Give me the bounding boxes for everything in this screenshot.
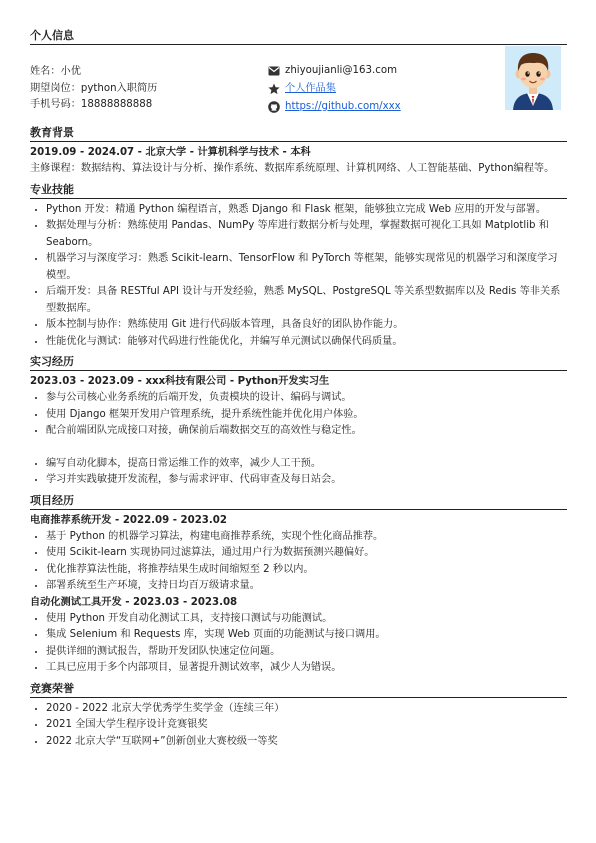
list-item: • 编写自动化脚本，提高日常运维工作的效率，减少人工干预。: [46, 456, 567, 473]
position-line: 期望岗位：python入职简历: [30, 82, 158, 94]
github-row[interactable]: [268, 98, 401, 116]
project-heading: 自动化测试工具开发 - 2023.03 - 2023.08: [30, 596, 238, 608]
section-title-projects: 项目经历: [30, 493, 567, 510]
spacer: [30, 440, 567, 456]
internship-list: [30, 390, 567, 440]
portfolio-link[interactable]: 个人作品集: [285, 83, 336, 94]
internship-list-continued: [30, 456, 567, 489]
awards-list: [30, 701, 567, 751]
internship-section: [30, 354, 567, 489]
education-courses: 主修课程：数据结构、算法设计与分析、操作系统、数据库系统原理、计算机网络、人工智能基础、Python编程等。: [30, 163, 555, 174]
list-item: • 使用 Scikit-learn 实现协同过滤算法，通过用户行为数据预测兴趣偏好。: [46, 545, 567, 562]
internship-heading: 2023.03 - 2023.09 - xxx科技有限公司 - Python开发实习生: [30, 376, 330, 387]
envelope-icon: [268, 65, 280, 77]
list-item: • 学习并实践敏捷开发流程，参与需求评审、代码审查及每日站会。: [46, 472, 567, 489]
email-row: [268, 62, 401, 80]
list-item: • 2020 - 2022 北京大学优秀学生奖学金（连续三年）: [46, 701, 567, 718]
list-item: • 基于 Python 的机器学习算法，构建电商推荐系统，实现个性化商品推荐。: [46, 529, 567, 546]
section-title-awards: 竞赛荣誉: [30, 681, 567, 698]
section-title-skills: 专业技能: [30, 182, 567, 199]
skills-list: [30, 202, 567, 351]
list-item: • 2022 北京大学“互联网+”创新创业大赛校级一等奖: [46, 734, 567, 751]
projects-section: [30, 493, 567, 677]
skills-section: [30, 182, 567, 351]
star-icon: [268, 83, 280, 95]
education-section: [30, 125, 567, 178]
list-item: • 使用 Python 开发自动化测试工具，支持接口测试与功能测试。: [46, 611, 567, 628]
portfolio-row[interactable]: [268, 80, 401, 98]
list-item: • 集成 Selenium 和 Requests 库，实现 Web 页面的功能测试与接口调用。: [46, 627, 567, 644]
list-item: • 版本控制与协作：熟练使用 Git 进行代码版本管理，具备良好的团队协作能力。: [46, 317, 567, 334]
list-item: • 数据处理与分析：熟练使用 Pandas、NumPy 等库进行数据分析与处理，掌握数据可视化工具如 Matplotlib 和 Seaborn。: [46, 218, 567, 251]
resume-page: [30, 28, 567, 750]
contact-links: [268, 62, 401, 116]
list-item: • 参与公司核心业务系统的后端开发，负责模块的设计、编码与调试。: [46, 390, 567, 407]
section-title-education: 教育背景: [30, 125, 567, 142]
list-item: • 优化推荐算法性能，将推荐结果生成时间缩短至 2 秒以内。: [46, 562, 567, 579]
project-heading: 电商推荐系统开发 - 2022.09 - 2023.02: [30, 514, 227, 526]
list-item: • 提供详细的测试报告，帮助开发团队快速定位问题。: [46, 644, 567, 661]
github-icon: [268, 101, 280, 113]
avatar: [505, 46, 561, 110]
name-line: 姓名：小优: [30, 66, 81, 77]
list-item: • 后端开发：具备 RESTful API 设计与开发经验，熟悉 MySQL、PostgreSQL 等关系型数据库以及 Redis 等非关系型数据库。: [46, 284, 567, 317]
education-heading: 2019.09 - 2024.07 - 北京大学 - 计算机科学与技术 - 本科: [30, 147, 311, 158]
list-item: • 部署系统至生产环境，支持日均百万级请求量。: [46, 578, 567, 595]
list-item: • 机器学习与深度学习：熟悉 Scikit-learn、TensorFlow 和 PyTorch 等框架，能够实现常见的机器学习和深度学习模型。: [46, 251, 567, 284]
github-link[interactable]: https://github.com/xxx: [285, 101, 401, 112]
personal-info-section: [30, 28, 567, 123]
phone-line: 手机号码：18888888888: [30, 99, 153, 110]
section-title-internship: 实习经历: [30, 354, 567, 371]
list-item: • 使用 Django 框架开发用户管理系统，提升系统性能并优化用户体验。: [46, 407, 567, 424]
project-list: [30, 611, 567, 677]
list-item: • 2021 全国大学生程序设计竞赛银奖: [46, 717, 567, 734]
personal-info-left: [30, 64, 157, 114]
list-item: • Python 开发：精通 Python 编程语言，熟悉 Django 和 Flask 框架，能够独立完成 Web 应用的开发与部署。: [46, 202, 567, 219]
email-text: zhiyoujianli@163.com: [285, 65, 398, 76]
awards-section: [30, 681, 567, 751]
list-item: • 性能优化与测试：能够对代码进行性能优化，并编写单元测试以确保代码质量。: [46, 334, 567, 351]
list-item: • 工具已应用于多个内部项目，显著提升测试效率，减少人为错误。: [46, 660, 567, 677]
list-item: • 配合前端团队完成接口对接，确保前后端数据交互的高效性与稳定性。: [46, 423, 567, 440]
section-title-personal-info: 个人信息: [30, 28, 567, 45]
project-list: [30, 529, 567, 595]
